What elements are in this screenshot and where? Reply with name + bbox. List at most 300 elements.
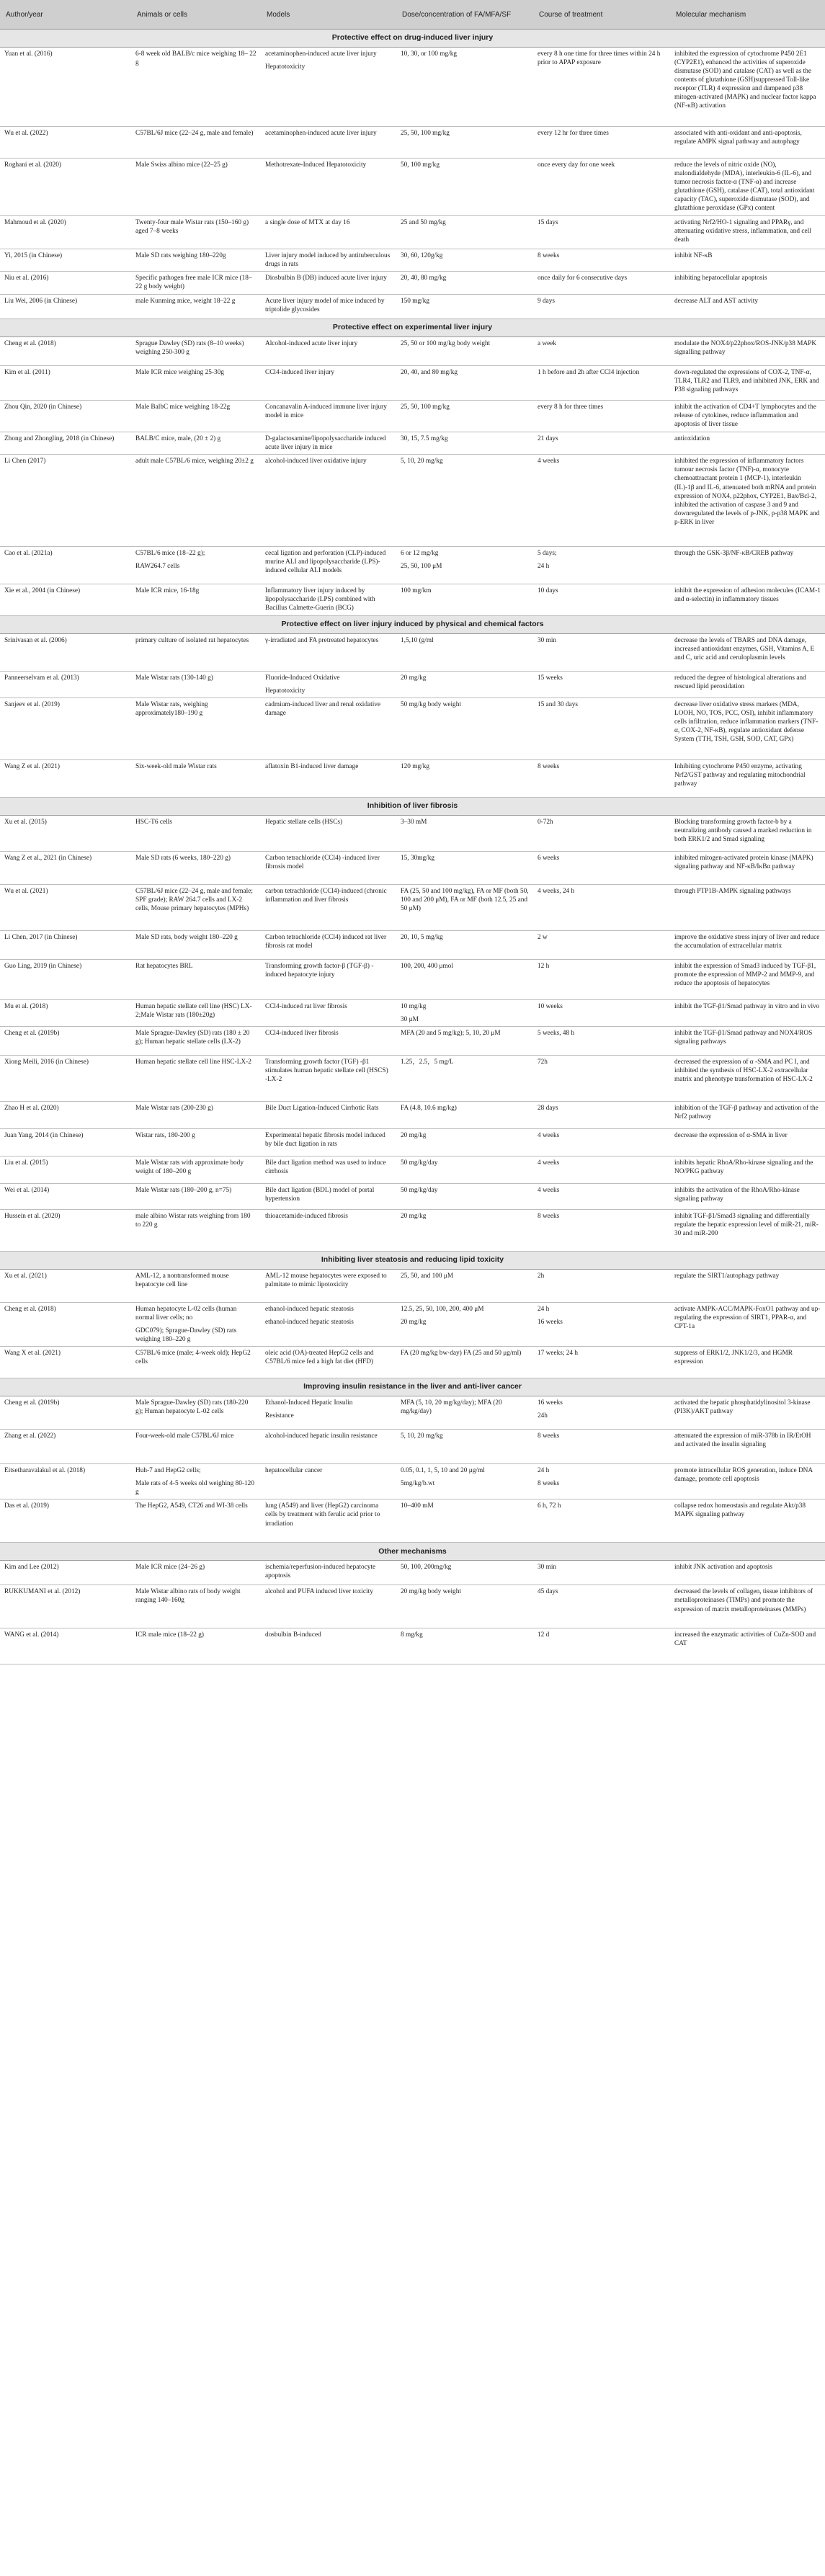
cell-animals <box>131 1026 261 1055</box>
table-row <box>0 1499 825 1543</box>
cell-text: Xu et al. (2015) <box>4 818 47 826</box>
section-header-row <box>0 797 825 815</box>
table-row <box>0 1269 825 1302</box>
cell-animals <box>131 249 261 272</box>
section-header-row <box>0 1251 825 1269</box>
section-header-row <box>0 1378 825 1396</box>
cell-course <box>533 759 670 797</box>
table-row <box>0 959 825 999</box>
cell-author <box>0 698 131 759</box>
cell-dose <box>396 455 533 547</box>
cell-text: suppress of ERK1/2, JNK1/2/3, and HGMR expression <box>674 1350 793 1366</box>
cell-text: inhibit TGF-β1/Smad3 signaling and differentially regulate the hepatic expression level of miR-21, miR-30 and miR-200 <box>674 1212 819 1238</box>
cell-text: 120 mg/kg <box>401 762 430 770</box>
cell-model <box>261 127 396 159</box>
cell-course <box>533 1347 670 1378</box>
cell-author <box>0 1464 131 1499</box>
cell-course <box>533 48 670 127</box>
cell-animals <box>131 584 261 615</box>
cell-dose <box>396 884 533 930</box>
cell-model <box>261 337 396 366</box>
cell-text: Male Wistar rats with approximate body weight of 180–200 g <box>135 1159 244 1175</box>
cell-course <box>533 1302 670 1346</box>
cell-text: inhibition of the TGF-β pathway and activation of the Nrf2 pathway <box>674 1104 819 1120</box>
cell-text: WANG et al. (2014) <box>4 1631 59 1639</box>
cell-subtext: Resistance <box>265 1412 294 1420</box>
cell-text: Li Chen, 2017 (in Chinese) <box>4 933 78 941</box>
cell-subtext: 20 mg/kg <box>401 1318 427 1326</box>
cell-dose <box>396 216 533 249</box>
cell-model <box>261 1464 396 1499</box>
cell-text: 2h <box>538 1272 545 1280</box>
cell-text: Male BalbC mice weighing 18-22g <box>135 404 231 411</box>
cell-text: 6 h, 72 h <box>538 1502 561 1510</box>
cell-text: hepatocellular cancer <box>265 1467 323 1475</box>
cell-text: inhibits the activation of the RhoA/Rho-kinase signaling pathway <box>674 1186 800 1203</box>
cell-text: 12 d <box>538 1631 550 1639</box>
cell-author <box>0 1585 131 1628</box>
cell-text: 5, 10, 20 mg/kg <box>401 458 443 465</box>
cell-course <box>533 337 670 366</box>
table-row <box>0 1464 825 1499</box>
cell-mechanism <box>670 1561 825 1585</box>
cell-author <box>0 272 131 295</box>
cell-model <box>261 1055 396 1101</box>
cell-course <box>533 547 670 584</box>
cell-model <box>261 547 396 584</box>
table-row <box>0 337 825 366</box>
cell-text: Inhibiting cytochrome P450 enzyme, activating Nrf2/GST pathway and regulating mitochondrial pathway <box>674 762 806 788</box>
cell-mechanism <box>670 999 825 1026</box>
cell-model <box>261 1628 396 1664</box>
cell-mechanism <box>670 1347 825 1378</box>
cell-text: 10 days <box>538 587 558 595</box>
cell-model <box>261 1430 396 1464</box>
cell-mechanism <box>670 633 825 671</box>
cell-author <box>0 815 131 851</box>
cell-text: alcohol and PUFA induced liver toxicity <box>265 1588 373 1596</box>
cell-course <box>533 959 670 999</box>
cell-text: inhibiting hepatocellular apoptosis <box>674 275 767 282</box>
cell-model <box>261 1128 396 1156</box>
cell-animals <box>131 1499 261 1543</box>
cell-author <box>0 1026 131 1055</box>
table-row <box>0 401 825 432</box>
section-title: Protective effect on experimental liver injury <box>0 319 825 337</box>
cell-text: 20 mg/kg <box>401 674 427 682</box>
cell-model <box>261 1499 396 1543</box>
cell-text: FA (25, 50 and 100 mg/kg), FA or MF (both 50, 100 and 200 μM), FA or MF (both 12.5, 25 and 50 μM) <box>401 887 529 912</box>
table-row <box>0 1101 825 1128</box>
cell-dose <box>396 1183 533 1209</box>
cell-text: 20 mg/kg <box>401 1212 427 1220</box>
cell-animals <box>131 1055 261 1101</box>
cell-text: inhibit the TGF-β1/Smad pathway and NOX4/ROS signaling pathways <box>674 1029 813 1046</box>
cell-author <box>0 1269 131 1302</box>
cell-animals <box>131 1269 261 1302</box>
cell-text: Male Wistar albino rats of body weight ranging 140–160g <box>135 1588 241 1605</box>
cell-author <box>0 337 131 366</box>
cell-text: 28 days <box>538 1104 558 1112</box>
cell-model <box>261 455 396 547</box>
cell-model <box>261 671 396 698</box>
cell-course <box>533 1269 670 1302</box>
cell-text: CCl4-induced liver injury <box>265 369 335 377</box>
section-header-row <box>0 319 825 337</box>
cell-text: 20, 40, 80 mg/kg <box>401 275 447 282</box>
cell-text: Kim et al. (2011) <box>4 369 50 377</box>
cell-text: acetaminophen-induced acute liver injury <box>265 130 377 137</box>
cell-dose <box>396 547 533 584</box>
cell-text: Roghani et al. (2020) <box>4 161 62 169</box>
cell-course <box>533 366 670 401</box>
cell-text: AML-12 mouse hepatocytes were exposed to palmitate to mimic lipotoxicity <box>265 1272 387 1288</box>
cell-animals <box>131 1183 261 1209</box>
cell-animals <box>131 671 261 698</box>
cell-text: Male Swiss albino mice (22–25 g) <box>135 161 228 169</box>
cell-animals <box>131 337 261 366</box>
cell-text: Carbon tetrachloride (CCl4) induced rat liver fibrosis rat model <box>265 933 387 950</box>
cell-course <box>533 1156 670 1183</box>
cell-text: inhibit the activation of CD4+T lymphocytes and the release of cytokines, reduce inflammation and apoptosis of liver tissue <box>674 404 816 429</box>
cell-text: 0-72h <box>538 818 553 826</box>
cell-text: Acute liver injury model of mice induced by triptolide glycosides <box>265 298 385 314</box>
cell-course <box>533 401 670 432</box>
cell-text: collapse redox homeostasis and regulate Akt/p38 MAPK signaling pathway <box>674 1502 806 1519</box>
cell-mechanism <box>670 1396 825 1430</box>
cell-model <box>261 1347 396 1378</box>
cell-text: cadmium-induced liver and renal oxidative damage <box>265 700 381 717</box>
table-row <box>0 1128 825 1156</box>
cell-animals <box>131 698 261 759</box>
cell-dose <box>396 337 533 366</box>
cell-text: decrease the levels of TBARS and DNA damage, increased antioxidant enzymes, GSH, Vitamins A, E and C, uric acid and ceruloplasmin levels <box>674 636 815 661</box>
cell-model <box>261 1101 396 1128</box>
cell-text: improve the oxidative stress injury of liver and reduce the accumulation of extracellular matrix <box>674 933 820 950</box>
cell-dose <box>396 1464 533 1499</box>
cell-text: Xiong Meili, 2016 (in Chinese) <box>4 1058 89 1066</box>
cell-course <box>533 1561 670 1585</box>
cell-text: primary culture of isolated rat hepatocytes <box>135 636 249 644</box>
cell-animals <box>131 1347 261 1378</box>
cell-text: 15, 30mg/kg <box>401 854 435 862</box>
cell-text: Rat hepatocytes BRL <box>135 962 193 970</box>
cell-subtext: 24h <box>538 1412 548 1420</box>
cell-text: male Kunming mice, weight 18–22 g <box>135 298 236 306</box>
section-title: Other mechanisms <box>0 1543 825 1561</box>
cell-text: HSC-T6 cells <box>135 818 172 826</box>
cell-dose <box>396 1209 533 1251</box>
header-dose: Dose/concentration of FA/MFA/SF <box>396 0 533 30</box>
cell-text: 20, 40, and 80 mg/kg <box>401 369 458 377</box>
cell-animals <box>131 1628 261 1664</box>
cell-subtext: 25, 50, 100 μM <box>401 563 442 571</box>
cell-text: Niu et al. (2016) <box>4 275 49 282</box>
cell-course <box>533 1430 670 1464</box>
cell-text: activated the hepatic phosphatidylinositol 3-kinase (PI3K)/AKT pathway <box>674 1399 811 1416</box>
cell-text: 5, 10, 20 mg/kg <box>401 1432 443 1440</box>
cell-text: 8 weeks <box>538 252 560 259</box>
cell-text: 30, 60, 120g/kg <box>401 252 443 259</box>
cell-text: C57BL/6J mice (22–24 g, male and female; SPF grade); RAW 264.7 cells and LX-2 cells, Mouse primary hepatocytes (MPHs) <box>135 887 253 912</box>
cell-text: Male ICR mice weighing 25-30g <box>135 369 224 377</box>
cell-model <box>261 1302 396 1346</box>
cell-text: Xie et al., 2004 (in Chinese) <box>4 587 81 595</box>
cell-text: 17 weeks; 24 h <box>538 1350 579 1358</box>
cell-text: 8 weeks <box>538 1432 560 1440</box>
cell-text: Liver injury model induced by antituberculous drugs in rats <box>265 252 391 269</box>
cell-text: Mu et al. (2018) <box>4 1002 48 1010</box>
cell-author <box>0 1430 131 1464</box>
cell-text: Carbon tetrachloride (CCl4) -induced liver fibrosis model <box>265 854 380 870</box>
cell-text: Transforming growth factor (TGF) -β1 stimulates human hepatic stellate cell (HSCS) -LX-2 <box>265 1058 388 1084</box>
cell-author <box>0 930 131 959</box>
cell-mechanism <box>670 671 825 698</box>
section-title: Protective effect on liver injury induced by physical and chemical factors <box>0 615 825 633</box>
cell-text: 24 h <box>538 1305 550 1313</box>
cell-text: inhibit the TGF-β1/Smad pathway in vitro and in vivo <box>674 1002 820 1010</box>
cell-mechanism <box>670 1055 825 1101</box>
cell-text: reduce the levels of nitric oxide (NO), malondialdehyde (MDA), interleukin-6 (IL-6), and tumor necrosis factor-α (TNF-α) and increase glutathione (GSH), catalase (CAT), total antioxidant capacity (TAC), superoxide dismutase (SOD), and glutathione peroxidase (GPx) content <box>674 161 815 213</box>
cell-mechanism <box>670 216 825 249</box>
cell-mechanism <box>670 401 825 432</box>
cell-text: 50 mg/kg/day <box>401 1159 438 1167</box>
cell-text: 3–30 mM <box>401 818 427 826</box>
cell-subtext: 8 weeks <box>538 1480 560 1488</box>
cell-text: Male SD rats weighing 180–220g <box>135 252 226 259</box>
cell-animals <box>131 759 261 797</box>
cell-text: Huh-7 and HepG2 cells; <box>135 1467 201 1475</box>
cell-course <box>533 1209 670 1251</box>
cell-text: 45 days <box>538 1588 558 1596</box>
cell-dose <box>396 815 533 851</box>
cell-author <box>0 1156 131 1183</box>
cell-text: Panneerselvam et al. (2013) <box>4 674 79 682</box>
cell-text: adult male C57BL/6 mice, weighing 20±2 g <box>135 458 254 465</box>
cell-text: 1,5,10 (g/ml <box>401 636 434 644</box>
cell-author <box>0 48 131 127</box>
cell-text: Human hepatocyte L-02 cells (human normal liver cells; no <box>135 1305 237 1322</box>
cell-course <box>533 295 670 319</box>
cell-text: Male Sprague-Dawley (SD) rats (180-220 g); Human hepatocyte L-02 cells <box>135 1399 249 1416</box>
cell-mechanism <box>670 759 825 797</box>
cell-text: 10, 30, or 100 mg/kg <box>401 50 457 58</box>
cell-text: 4 weeks <box>538 1186 560 1194</box>
cell-text: Zhao H et al. (2020) <box>4 1104 59 1112</box>
cell-mechanism <box>670 584 825 615</box>
cell-text: 25, 50, 100 mg/kg <box>401 404 450 411</box>
cell-text: inhibited mitogen-activated protein kinase (MAPK) signaling pathway and NF-κB/IκBα pathway <box>674 854 813 870</box>
cell-mechanism <box>670 1209 825 1251</box>
cell-text: Zhang et al. (2022) <box>4 1432 56 1440</box>
cell-dose <box>396 959 533 999</box>
cell-animals <box>131 1128 261 1156</box>
cell-course <box>533 1055 670 1101</box>
cell-model <box>261 401 396 432</box>
cell-text: 2 w <box>538 933 548 941</box>
cell-text: 1.25，2.5，5 mg/L <box>401 1058 454 1066</box>
cell-dose <box>396 295 533 319</box>
cell-text: Methotrexate-Induced Hepatotoxicity <box>265 161 367 169</box>
cell-text: activate AMPK-ACC/MAPK-FoxO1 pathway and up-regulating the expression of SIRT1, PPAR-α, and CPT-1a <box>674 1305 821 1331</box>
cell-text: 30, 15, 7.5 mg/kg <box>401 435 448 443</box>
cell-text: AML-12, a nontransformed mouse hepatocyte cell line <box>135 1272 229 1288</box>
cell-text: antioxidation <box>674 435 710 443</box>
cell-text: 100 mg/km <box>401 587 432 595</box>
cell-author <box>0 547 131 584</box>
cell-course <box>533 249 670 272</box>
table-row <box>0 1183 825 1209</box>
cell-author <box>0 1628 131 1664</box>
cell-course <box>533 455 670 547</box>
cell-model <box>261 698 396 759</box>
cell-mechanism <box>670 1128 825 1156</box>
table-row <box>0 671 825 698</box>
cell-text: 25 and 50 mg/kg <box>401 219 446 226</box>
cell-animals <box>131 547 261 584</box>
table-row <box>0 1156 825 1183</box>
cell-author <box>0 295 131 319</box>
cell-mechanism <box>670 48 825 127</box>
cell-mechanism <box>670 1156 825 1183</box>
cell-text: Guo Ling, 2019 (in Chinese) <box>4 962 82 970</box>
table-row <box>0 1396 825 1430</box>
cell-text: promote intracellular ROS generation, induce DNA damage, promote cell apoptosis <box>674 1467 813 1484</box>
cell-text: MFA (20 and 5 mg/kg); 5, 10, 20 μM <box>401 1029 501 1037</box>
cell-text: 12.5, 25, 50, 100, 200, 400 μM <box>401 1305 484 1313</box>
cell-dose <box>396 1561 533 1585</box>
cell-model <box>261 959 396 999</box>
cell-author <box>0 159 131 216</box>
table-row <box>0 547 825 584</box>
cell-text: Male Wistar rats (180–200 g, n=75) <box>135 1186 232 1194</box>
cell-text: decrease liver oxidative stress markers (MDA, LOOH, NO, TOS, PCC, OSI), inhibit inflammatory cells infiltration, reduce inflammation markers (TNF-α, COX-2, NF-κB), regulate antioxidant defense System (TTH, TSH, GSH, SOD, CAT, GPx) <box>674 700 819 744</box>
cell-text: 15 weeks <box>538 674 563 682</box>
cell-text: FA (20 mg/kg bw·day) FA (25 and 50 μg/ml) <box>401 1350 522 1358</box>
cell-text: a week <box>538 340 557 348</box>
cell-text: attenuated the expression of miR-378b in IR/EtOH and activated the insulin signaling <box>674 1432 811 1449</box>
table-row <box>0 584 825 615</box>
cell-animals <box>131 432 261 455</box>
cell-animals <box>131 633 261 671</box>
cell-course <box>533 698 670 759</box>
cell-text: Zhong and Zhongling, 2018 (in Chinese) <box>4 435 115 443</box>
cell-text: Wang Z et al., 2021 (in Chinese) <box>4 854 92 862</box>
cell-text: 25, 50, 100 mg/kg <box>401 130 450 137</box>
cell-animals <box>131 999 261 1026</box>
cell-dose <box>396 1302 533 1346</box>
cell-text: once daily for 6 consecutive days <box>538 275 628 282</box>
cell-text: 5 days; <box>538 550 557 558</box>
cell-dose <box>396 1396 533 1430</box>
cell-dose <box>396 671 533 698</box>
cell-text: Wang Z et al. (2021) <box>4 762 60 770</box>
cell-text: Kim and Lee (2012) <box>4 1564 59 1572</box>
cell-text: MFA (5, 10, 20 mg/kg/day); MFA (20 mg/kg/day) <box>401 1399 502 1416</box>
cell-course <box>533 127 670 159</box>
cell-text: 24 h <box>538 1467 550 1475</box>
cell-model <box>261 930 396 959</box>
cell-dose <box>396 366 533 401</box>
cell-text: aflatoxin B1-induced liver damage <box>265 762 359 770</box>
cell-course <box>533 1628 670 1664</box>
cell-mechanism <box>670 815 825 851</box>
cell-text: 25, 50 or 100 mg/kg body weight <box>401 340 491 348</box>
cell-dose <box>396 698 533 759</box>
cell-text: 150 mg/kg <box>401 298 430 306</box>
table-row <box>0 884 825 930</box>
cell-author <box>0 249 131 272</box>
cell-model <box>261 432 396 455</box>
section-header-row <box>0 1543 825 1561</box>
cell-text: 4 weeks <box>538 1131 560 1139</box>
cell-text: lung (A549) and liver (HepG2) carcinoma cells by treatment with ferulic acid prior to irradiation <box>265 1502 380 1528</box>
cell-model <box>261 851 396 884</box>
cell-author <box>0 1302 131 1346</box>
table-row <box>0 633 825 671</box>
cell-text: CCl4-induced rat liver fibrosis <box>265 1002 347 1010</box>
cell-author <box>0 1128 131 1156</box>
cell-author <box>0 999 131 1026</box>
cell-course <box>533 999 670 1026</box>
cell-dose <box>396 432 533 455</box>
cell-dose <box>396 48 533 127</box>
cell-animals <box>131 1302 261 1346</box>
cell-text: Liu Wei, 2006 (in Chinese) <box>4 298 78 306</box>
cell-dose <box>396 1347 533 1378</box>
cell-course <box>533 851 670 884</box>
cell-model <box>261 366 396 401</box>
header-animals: Animals or cells <box>131 0 261 30</box>
cell-animals <box>131 48 261 127</box>
cell-text: Alcohol-induced acute liver injury <box>265 340 358 348</box>
table-row <box>0 48 825 127</box>
table-row <box>0 1585 825 1628</box>
cell-animals <box>131 930 261 959</box>
cell-text: 4 weeks, 24 h <box>538 887 575 895</box>
cell-author <box>0 1396 131 1430</box>
cell-dose <box>396 401 533 432</box>
cell-text: ICR male mice (18–22 g) <box>135 1631 205 1639</box>
cell-text: CCl4-induced liver fibrosis <box>265 1029 339 1037</box>
cell-subtext: ethanol-induced hepatic steatosis <box>265 1318 354 1326</box>
cell-text: associated with anti-oxidant and anti-apoptosis, regulate AMPK signal pathway and autophagy <box>674 130 802 146</box>
cell-text: inhibit JNK activation and apoptosis <box>674 1564 772 1572</box>
cell-author <box>0 455 131 547</box>
cell-mechanism <box>670 547 825 584</box>
table-row <box>0 1055 825 1101</box>
cell-text: inhibit the expression of Smad3 induced by TGF-β1, promote the expression of MMP-2 and MMP-9, and reduce the apoptosis of hepatocytes <box>674 962 816 987</box>
cell-text: inhibits hepatic RhoA/Rho-kinase signaling and the NO/PKG pathway <box>674 1159 813 1175</box>
cell-mechanism <box>670 127 825 159</box>
cell-dose <box>396 584 533 615</box>
cell-text: Diosbulbin B (DB) induced acute liver injury <box>265 275 387 282</box>
cell-text: 25, 50, and 100 μM <box>401 1272 454 1280</box>
cell-model <box>261 295 396 319</box>
cell-course <box>533 1396 670 1430</box>
cell-dose <box>396 1156 533 1183</box>
cell-author <box>0 127 131 159</box>
cell-text: cecal ligation and perforation (CLP)-induced murine ALI and lipopolysaccharide (LPS)-induced cellular ALI models <box>265 550 386 575</box>
cell-animals <box>131 1464 261 1499</box>
cell-course <box>533 1464 670 1499</box>
cell-author <box>0 671 131 698</box>
cell-text: reduced the degree of histological alterations and rescued lipid peroxidation <box>674 674 806 690</box>
cell-mechanism <box>670 272 825 295</box>
table-row <box>0 1430 825 1464</box>
cell-text: Eitsetharavalakul et al. (2018) <box>4 1467 86 1475</box>
cell-mechanism <box>670 295 825 319</box>
